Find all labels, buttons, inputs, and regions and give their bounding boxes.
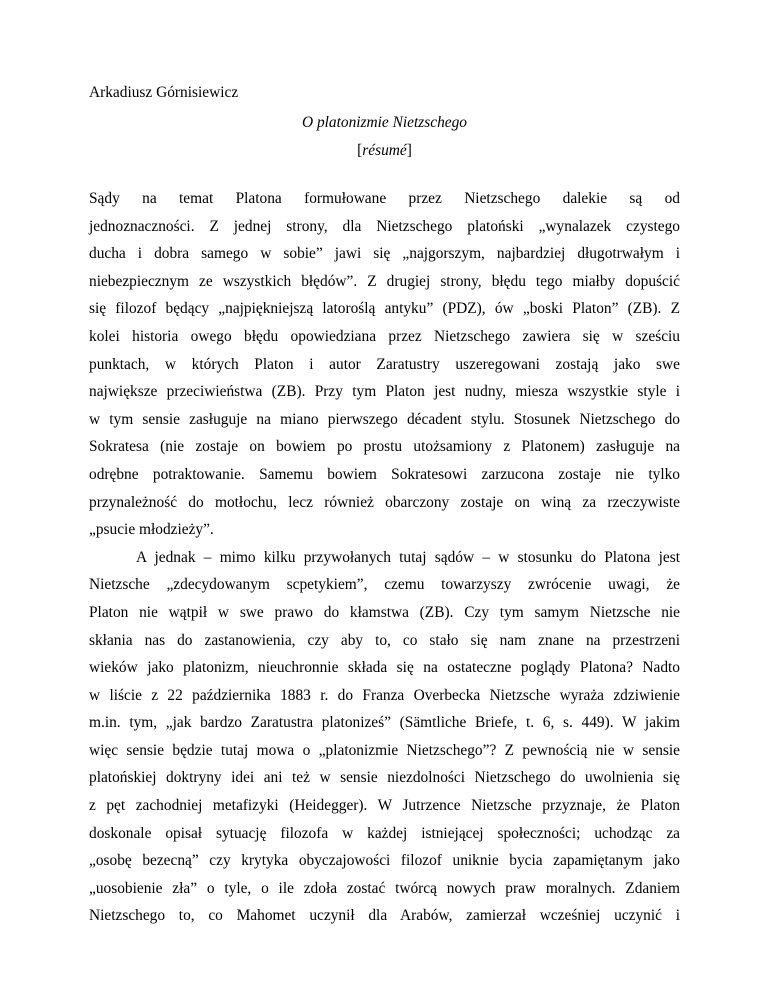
- text-segment: z pęt zachodniej metafizyki (Heidegger). W: [89, 797, 403, 815]
- text-line: [89, 627, 680, 655]
- text-segment: ” (: [384, 714, 405, 732]
- text-line: [89, 737, 680, 765]
- text-line: [89, 268, 680, 296]
- text-segment: Nietzsche „zdecydowanym scpetykiem”, czemu towarzyszy zwrócenie uwagi, że: [89, 576, 680, 594]
- text-segment: w liście z 22 października 1883 r. do Franza Overbecka Nietzsche wyraża zdziwienie: [89, 686, 680, 704]
- text-line: [89, 295, 680, 323]
- text-line: [89, 323, 680, 351]
- text-line: [89, 461, 680, 489]
- text-line: [89, 378, 680, 406]
- text-line: [89, 571, 680, 599]
- text-line: [89, 709, 680, 737]
- text-segment: m.in. tym, „jak bardzo Zaratustra: [89, 714, 322, 732]
- text-line: [89, 764, 680, 792]
- text-line: [89, 820, 680, 848]
- text-line: [89, 516, 680, 544]
- body-text: [89, 185, 680, 930]
- text-segment: więc sensie będzie tutaj mowa o „platonizmie Nietzschego”? Z pewnością nie w sensie: [89, 741, 680, 759]
- text-segment: największe przeciwieństwa (ZB). Przy tym Platon jest nudny, miesza wszystkie style i: [89, 383, 680, 401]
- text-segment: się filozof będący „najpiękniejszą latoroślą antyku” (PDZ), ów „boski Platon” (ZB). Z: [89, 300, 680, 318]
- text-line: [89, 213, 680, 241]
- text-line: [89, 351, 680, 379]
- text-line: [89, 792, 680, 820]
- text-segment: platońskiej doktryny idei ani też w sensie niezdolności Nietzschego do uwolnienia się: [89, 769, 680, 787]
- text-line: [89, 185, 680, 213]
- text-segment: doskonale opisał sytuację filozofa w każdej istniejącej społeczności; uchodząc za: [89, 824, 680, 842]
- text-segment: niebezpiecznym ze wszystkich błędów”. Z drugiej strony, błędu tego miałby dopuścić: [89, 272, 680, 290]
- text-segment: punktach, w których Platon i autor Zaratustry uszeregowani zostają jako swe: [89, 355, 680, 373]
- text-line: [89, 489, 680, 517]
- text-line: [89, 599, 680, 627]
- text-line: [89, 654, 680, 682]
- text-line: [89, 240, 680, 268]
- text-line: [89, 875, 680, 903]
- italic-segment: Jutrzence: [402, 797, 461, 815]
- text-segment: w tym sensie zasługuje na miano pierwszego: [89, 410, 407, 428]
- text-segment: „psucie młodzieży”.: [89, 521, 214, 539]
- text-line: [89, 406, 680, 434]
- text-segment: Platon nie wątpił w swe prawo do kłamstwa (ZB). Czy tym samym Nietzsche nie: [89, 603, 680, 621]
- text-segment: A jednak – mimo kilku przywołanych tutaj sądów – w stosunku do Platona jest: [136, 548, 680, 566]
- document-page: [89, 81, 680, 930]
- subtitle-resume: résumé: [362, 142, 407, 159]
- text-segment: „uosobienie zła” o tyle, o ile zdoła zostać twórcą nowych praw moralnych. Zdaniem: [89, 879, 680, 897]
- text-line: [89, 544, 680, 572]
- subtitle-bracket-close: ]: [406, 142, 412, 159]
- text-line: [89, 847, 680, 875]
- text-segment: Sądy na temat Platona formułowane przez Nietzschego dalekie są od: [89, 190, 680, 207]
- text-segment: Sokratesa (nie zostaje on bowiem po prostu utożsamiony z Platonem) zasługuje na: [89, 438, 680, 456]
- text-segment: , t. 6, s. 449). W jakim: [513, 714, 680, 732]
- text-segment: wieków jako platonizm, nieuchronnie składa się na ostateczne poglądy Platona? Nadto: [89, 659, 680, 677]
- text-segment: jednoznaczności. Z jednej strony, dla Nietzschego platoński „wynalazek czystego: [89, 217, 680, 235]
- document-title: O platonizmie Nietzschego: [301, 114, 467, 131]
- document-subtitle: [89, 139, 680, 163]
- text-line: [89, 682, 680, 710]
- text-segment: ducha i dobra samego w sobie” jawi się „najgorszym, najbardziej długotrwałym i: [89, 245, 680, 263]
- italic-segment: platoniześ: [321, 714, 385, 732]
- author-name: Arkadiusz Górnisiewicz: [89, 84, 239, 101]
- text-segment: kolei historia owego błędu opowiedziana przez Nietzschego zawiera się w sześciu: [89, 327, 680, 345]
- text-segment: stylu. Stosunek Nietzschego do: [461, 410, 680, 428]
- italic-segment: Sämtliche Briefe: [404, 714, 514, 732]
- text-segment: odrębne potraktowanie. Samemu bowiem Sokratesowi zarzucona zostaje nie tylko: [89, 465, 680, 483]
- italic-segment: décadent: [406, 410, 462, 428]
- text-segment: przynależność do motłochu, lecz również obarczony zostaje on winą za rzeczywiste: [89, 493, 680, 511]
- text-line: [89, 433, 680, 461]
- text-segment: Nietzsche przyznaje, że Platon: [460, 797, 680, 815]
- text-line: [89, 902, 680, 930]
- text-segment: Nietzschego to, co Mahomet uczynił dla Arabów, zamierzał wcześniej uczynić i: [89, 907, 680, 925]
- text-segment: skłania nas do zastanowienia, czy aby to, co stało się nam znane na przestrzeni: [89, 631, 680, 649]
- text-segment: „osobę bezecną” czy krytyka obyczajowości filozof uniknie bycia zapamiętanym jako: [89, 852, 680, 870]
- subtitle-bracket-open: [: [357, 142, 363, 159]
